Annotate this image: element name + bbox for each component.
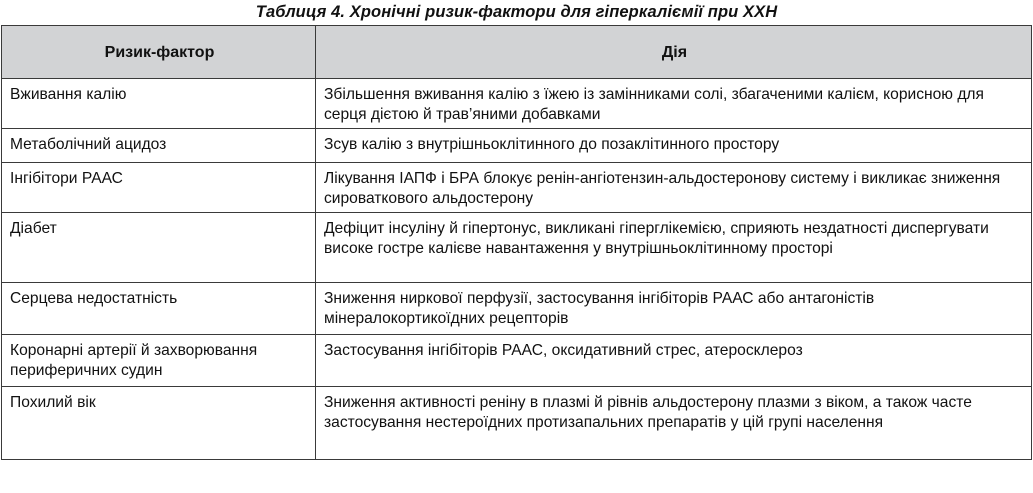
action-cell: Зсув калію з внутрішньоклітинного до позаклітинного простору (316, 129, 1032, 163)
risk-factors-table (1, 25, 1032, 460)
risk-factor-cell: Діабет (2, 213, 316, 283)
table-caption: Таблиця 4. Хронічні ризик-фактори для гіперкаліємії при ХХН (255, 3, 778, 21)
risk-factor-cell: Інгібітори РААС (2, 163, 316, 213)
column-header-action: Дія (316, 26, 1032, 79)
table-header-row (2, 26, 1032, 79)
table-row (2, 163, 1032, 213)
risk-factor-cell: Серцева недостатність (2, 283, 316, 335)
table-row (2, 335, 1032, 387)
column-header-risk-factor: Ризик-фактор (2, 26, 316, 79)
action-cell: Збільшення вживання калію з їжею із замінниками солі, збагаченими калієм, корисною для серця дієтою й трав’яними добавками (316, 79, 1032, 129)
risk-factor-cell: Метаболічний ацидоз (2, 129, 316, 163)
action-cell: Дефіцит інсуліну й гіпертонус, викликані гіперглікемією, сприяють нездатності диспергувати високе гостре калієве навантаження у внутрішньоклітинному просторі (316, 213, 1032, 283)
action-cell: Лікування ІАПФ і БРА блокує ренін-ангіотензин-альдостеронову систему і викликає зниження сироваткового альдостерону (316, 163, 1032, 213)
risk-factor-cell: Коронарні артерії й захворювання периферичних судин (2, 335, 316, 387)
action-cell: Зниження активності реніну в плазмі й рівнів альдостерону плазми з віком, а також часте застосування нестероїдних протизапальних препаратів у цій групі населення (316, 387, 1032, 460)
risk-factor-cell: Похилий вік (2, 387, 316, 460)
table-row (2, 283, 1032, 335)
table-row (2, 387, 1032, 460)
table-row (2, 79, 1032, 129)
table-row (2, 129, 1032, 163)
risk-factor-cell: Вживання калію (2, 79, 316, 129)
action-cell: Зниження ниркової перфузії, застосування інгібіторів РААС або антагоністів мінералокортикоїдних рецепторів (316, 283, 1032, 335)
table-row (2, 213, 1032, 283)
action-cell: Застосування інгібіторів РААС, оксидативний стрес, атеросклероз (316, 335, 1032, 387)
